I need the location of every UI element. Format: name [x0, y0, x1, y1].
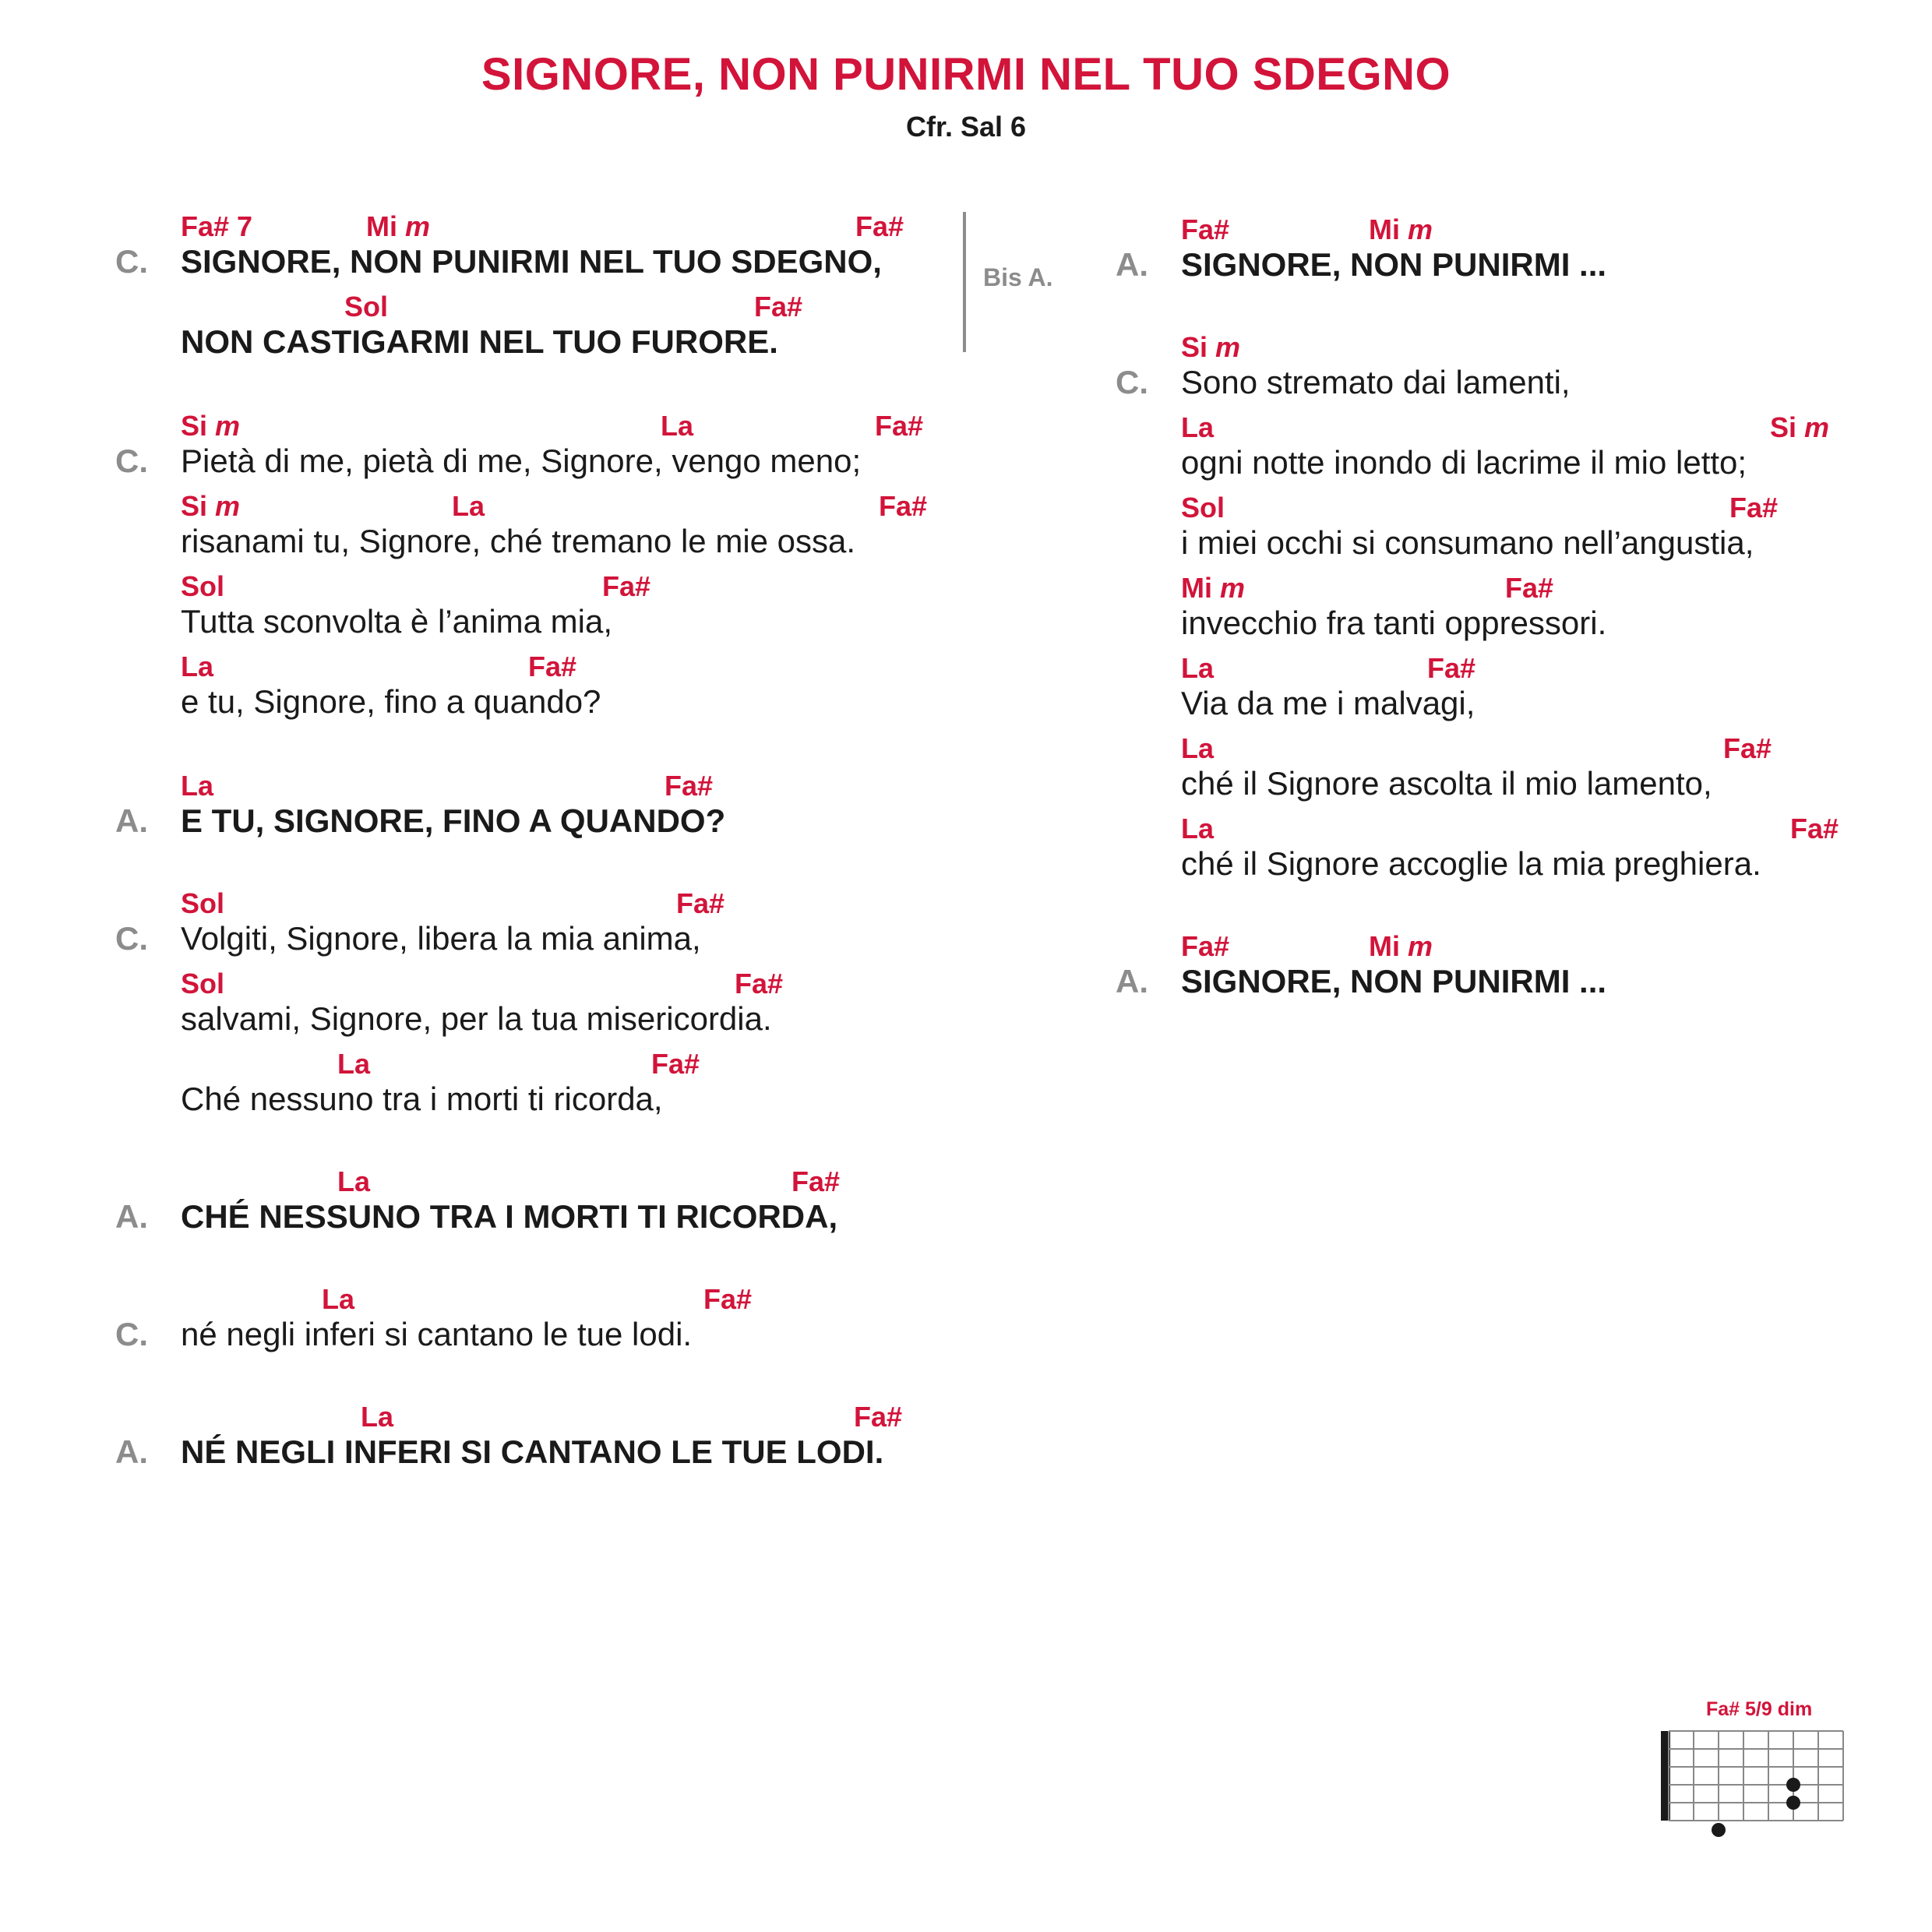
song-line [181, 1048, 1038, 1128]
chord [181, 210, 252, 243]
chord [337, 1048, 370, 1081]
song-line [181, 1283, 1038, 1363]
chord [1790, 813, 1839, 845]
chord-root: Fa# [703, 1283, 753, 1315]
chord [1369, 930, 1433, 963]
chord-root: Fa# [651, 1048, 700, 1080]
song-line [181, 770, 1038, 850]
chord-root: Fa# [1427, 652, 1476, 684]
diagram-finger-dot [1786, 1778, 1800, 1792]
song-line [181, 490, 1038, 570]
chord [854, 1401, 902, 1433]
chord [361, 1401, 393, 1433]
chord-root: Fa# [854, 1401, 903, 1433]
chord-root: La [661, 410, 694, 442]
chord-root: Fa# [791, 1165, 841, 1197]
lyric-text: Pietà di me, pietà di me, Signore, vengo meno; [181, 442, 862, 479]
chord-root: Fa# [1729, 492, 1779, 524]
song-line [1181, 813, 1932, 893]
chord [181, 650, 213, 683]
chord-root: Fa# [665, 770, 714, 802]
lyric-text: E TU, SIGNORE, FINO A QUANDO? [181, 802, 726, 839]
chord [322, 1283, 354, 1316]
chord-quality: m [215, 490, 241, 522]
chord-root: Fa# [875, 410, 924, 442]
song-line [1181, 411, 1932, 492]
chord-root: La [452, 490, 485, 522]
chord-root: La [1181, 652, 1215, 684]
chord [1181, 930, 1229, 963]
chord-root: La [337, 1048, 371, 1080]
chord [181, 770, 213, 802]
chord-root: Sol [181, 887, 225, 919]
chord-quality: m [405, 210, 431, 242]
repeat-label: Bis A. [983, 263, 1053, 291]
chord-root: Fa# 7 [181, 210, 253, 242]
lyric-text: CHÉ NESSUNO TRA I MORTI TI RICORDA, [181, 1198, 838, 1235]
chord-diagram [1659, 1700, 1846, 1848]
chord [181, 490, 240, 523]
chord-quality: m [1220, 572, 1246, 604]
chord [665, 770, 713, 802]
chord [528, 650, 576, 683]
chord-root: Fa# [735, 968, 784, 999]
chord [344, 291, 388, 323]
chord-root: Fa# [528, 650, 577, 682]
chord [452, 490, 485, 523]
chord-root: Fa# [879, 490, 928, 522]
lyric-text: Tutta sconvolta è l’anima mia, [181, 603, 613, 640]
chord-root: Sol [1181, 492, 1225, 524]
chord [1181, 213, 1229, 246]
chord [1181, 492, 1225, 524]
chord [1181, 572, 1245, 605]
song-line [1181, 930, 1932, 1010]
lyric-text: né negli inferi si cantano le tue lodi. [181, 1316, 693, 1352]
chord-root: Si [181, 490, 216, 522]
voice-label: C. [115, 243, 148, 280]
lyric-text: NÉ NEGLI INFERI SI CANTANO LE TUE LODI. [181, 1433, 884, 1470]
voice-label: A. [115, 802, 148, 839]
lyric-text: SIGNORE, NON PUNIRMI ... [1181, 963, 1607, 999]
voice-label: A. [1116, 246, 1148, 283]
voice-label: C. [115, 920, 148, 957]
song-line [181, 650, 1038, 731]
chord [1723, 732, 1772, 765]
song-line [181, 968, 1038, 1048]
chord [1181, 652, 1214, 685]
chord [676, 887, 724, 920]
chord-root: Fa# [1505, 572, 1554, 604]
lyric-text: invecchio fra tanti oppressori. [1181, 605, 1607, 641]
chord [1427, 652, 1475, 685]
chord [1181, 331, 1240, 364]
chord [651, 1048, 700, 1081]
chord-root: Fa# [676, 887, 725, 919]
song-line [1181, 572, 1932, 652]
song-line [1181, 732, 1932, 813]
lyric-text: NON CASTIGARMI NEL TUO FURORE. [181, 323, 778, 360]
voice-label: A. [1116, 963, 1148, 999]
song-line [181, 291, 1038, 371]
diagram-finger-dot [1712, 1823, 1726, 1837]
chord-quality: m [215, 410, 241, 442]
chord-quality: m [1215, 331, 1241, 363]
chord-diagram-name: Fa# 5/9 dim [1706, 1698, 1813, 1720]
song-line [181, 570, 1038, 650]
song-line [181, 1165, 1038, 1246]
chord [181, 968, 224, 1000]
lyric-text: e tu, Signore, fino a quando? [181, 683, 601, 720]
lyric-text: ogni notte inondo di lacrime il mio letto; [1181, 444, 1747, 481]
chord-root: Si [1770, 411, 1805, 443]
chord [879, 490, 927, 523]
lyric-text: Via da me i malvagi, [1181, 685, 1475, 721]
song-line [1181, 213, 1932, 294]
chord [181, 410, 240, 442]
chord [1369, 213, 1433, 246]
chord [181, 887, 224, 920]
chord-root: La [322, 1283, 355, 1315]
voice-label: C. [1116, 364, 1148, 400]
lyric-text: Ché nessuno tra i morti ti ricorda, [181, 1081, 663, 1117]
chord [602, 570, 650, 603]
chord-root: Mi [1369, 930, 1408, 962]
chord-root: Fa# [602, 570, 651, 602]
chord [661, 410, 693, 442]
chord [1770, 411, 1829, 444]
lyric-text: ché il Signore ascolta il mio lamento, [1181, 765, 1712, 802]
voice-label: C. [115, 442, 148, 479]
chord-root: Sol [181, 968, 225, 999]
chord-root: Sol [181, 570, 225, 602]
chord [754, 291, 802, 323]
chord-quality: m [1804, 411, 1830, 443]
chord-root: La [181, 770, 214, 802]
chord [703, 1283, 752, 1316]
chord [1729, 492, 1778, 524]
chord [1181, 732, 1214, 765]
chord-root: La [361, 1401, 394, 1433]
lyric-text: salvami, Signore, per la tua misericordia. [181, 1000, 772, 1037]
chord-root: Mi [366, 210, 405, 242]
chord-root: Mi [1181, 572, 1220, 604]
chord-root: Fa# [1181, 930, 1230, 962]
repeat-bracket [963, 212, 966, 352]
chord-root: Fa# [1723, 732, 1772, 764]
song-line [1181, 331, 1932, 411]
chord-root: Fa# [855, 210, 904, 242]
chord [855, 210, 904, 243]
chord-root: Fa# [1181, 213, 1230, 245]
chord [337, 1165, 370, 1198]
song-line [181, 1401, 1038, 1481]
chord [735, 968, 783, 1000]
chord-root: La [1181, 732, 1215, 764]
chord [1181, 813, 1214, 845]
chord-quality: m [1408, 930, 1433, 962]
chord [366, 210, 430, 243]
psalm-reference: Cfr. Sal 6 [905, 111, 1027, 143]
voice-label: A. [115, 1198, 148, 1235]
chord-root: Fa# [754, 291, 803, 323]
chord [875, 410, 923, 442]
voice-label: A. [115, 1433, 148, 1470]
chord-root: La [337, 1165, 371, 1197]
chord [791, 1165, 840, 1198]
chord-quality: m [1408, 213, 1433, 245]
lyric-text: ché il Signore accoglie la mia preghiera. [1181, 845, 1761, 882]
song-title: SIGNORE, NON PUNIRMI NEL TUO SDEGNO [481, 49, 1451, 100]
chord-root: Si [1181, 331, 1216, 363]
voice-label: C. [115, 1316, 148, 1352]
chord [181, 570, 224, 603]
lyric-text: Volgiti, Signore, libera la mia anima, [181, 920, 701, 957]
chord [1181, 411, 1214, 444]
lyric-text: i miei occhi si consumano nell’angustia, [1181, 524, 1754, 561]
song-line [181, 887, 1038, 968]
chord-root: La [1181, 813, 1215, 844]
song-line [1181, 492, 1932, 572]
lyric-text: risanami tu, Signore, ché tremano le mie ossa. [181, 523, 856, 559]
lyric-text: SIGNORE, NON PUNIRMI ... [1181, 246, 1607, 283]
chord-root: Si [181, 410, 216, 442]
chord-root: Fa# [1790, 813, 1839, 844]
chord [1505, 572, 1553, 605]
lyric-text: Sono stremato dai lamenti, [1181, 364, 1571, 400]
diagram-finger-dot [1786, 1796, 1800, 1810]
song-line [1181, 652, 1932, 732]
song-line [181, 210, 1038, 291]
lyric-text: SIGNORE, NON PUNIRMI NEL TUO SDEGNO, [181, 243, 882, 280]
chord-root: Mi [1369, 213, 1408, 245]
song-line [181, 410, 1038, 490]
chord-root: Sol [344, 291, 389, 323]
chord-root: La [1181, 411, 1215, 443]
chord-root: La [181, 650, 214, 682]
